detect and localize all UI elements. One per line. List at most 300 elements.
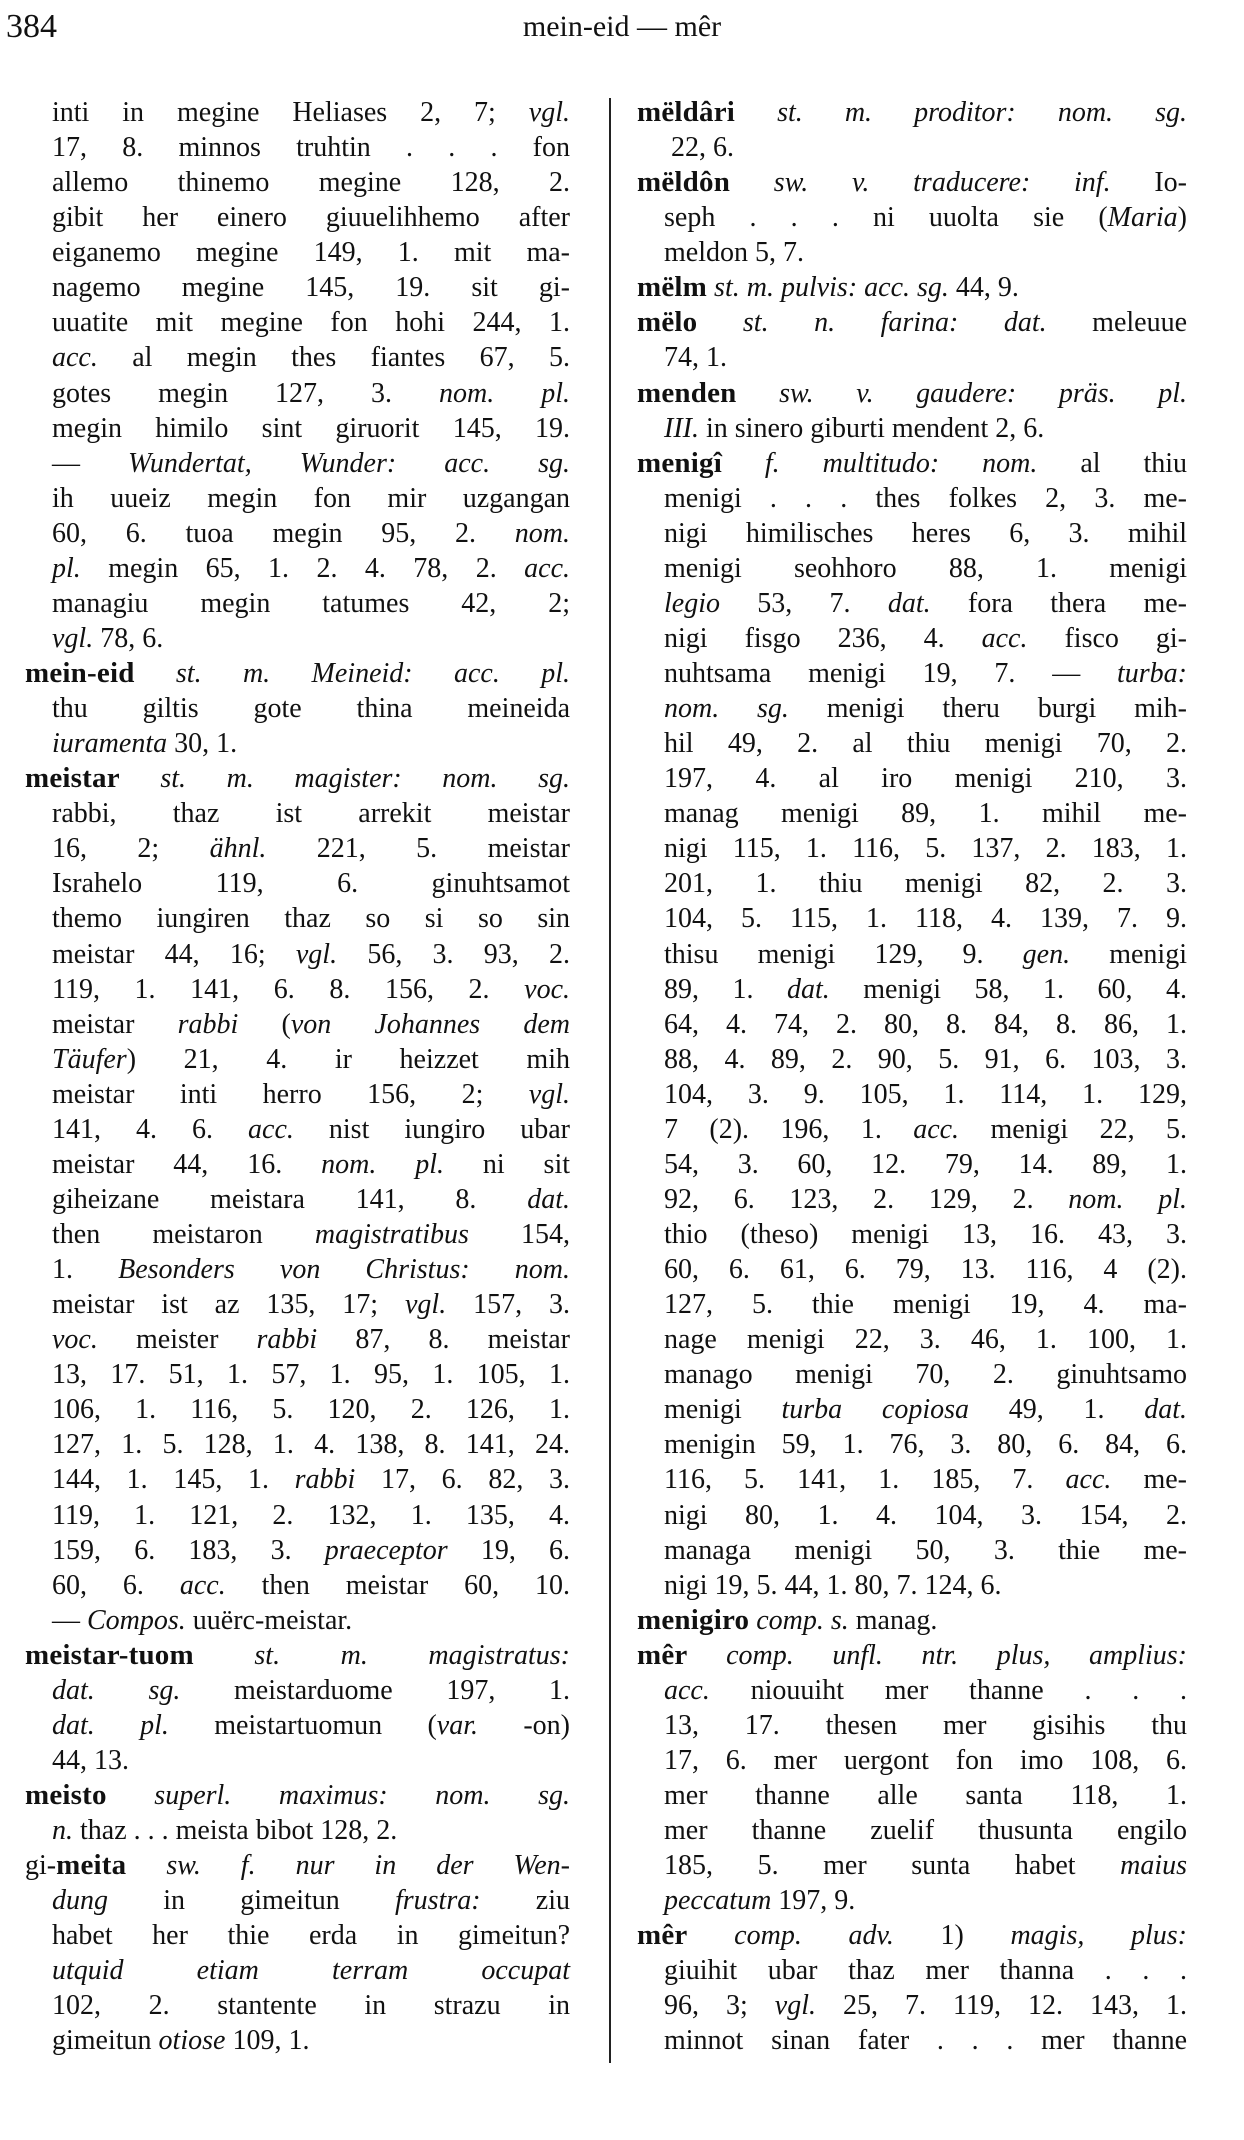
text-line <box>25 551 570 586</box>
text-run: ni sit <box>443 1148 570 1180</box>
text-run: 221, 5. meistar <box>266 833 570 865</box>
text-run: meister <box>97 1324 257 1356</box>
text-run: 17, 8. minnos truhtin . . . fon <box>52 132 570 164</box>
text-line <box>637 1778 1187 1813</box>
text-run: uuatite mit megine fon hohi 244, 1. <box>52 307 570 339</box>
text-line <box>25 340 570 375</box>
text-run: gibit her einero giuuelihhemo after <box>52 202 570 234</box>
text-run: 17, 6. mer uergont fon imo 108, 6. <box>664 1744 1187 1776</box>
text-line <box>637 1252 1187 1287</box>
italic-text: otiose <box>158 2025 226 2057</box>
text-line <box>25 726 570 761</box>
italic-text: superl. maximus: nom. sg. <box>106 1780 570 1811</box>
text-line <box>25 761 570 796</box>
text-line <box>637 1708 1187 1743</box>
text-run: menigi <box>664 1394 782 1426</box>
text-line <box>637 621 1187 656</box>
text-run: 49, 1. <box>969 1394 1145 1426</box>
text-run: manago menigi 70, 2. ginuhtsamo <box>664 1359 1187 1391</box>
text-line <box>637 761 1187 796</box>
text-run: niouuiht mer thanne . . . <box>709 1674 1187 1706</box>
text-run: 96, 3; <box>664 1990 775 2022</box>
dictionary-entry <box>25 1638 570 1778</box>
text-run: 104, 3. 9. 105, 1. 114, 1. 129, <box>664 1078 1187 1110</box>
italic-text: acc. <box>1065 1464 1112 1496</box>
text-line <box>25 1462 570 1497</box>
text-run: 116, 5. 141, 1. 185, 7. <box>664 1464 1066 1496</box>
text-line <box>25 1322 570 1357</box>
headword: menigiro <box>637 1603 750 1636</box>
italic-text: rabbi <box>177 1008 239 1040</box>
text-line <box>25 235 570 270</box>
text-line <box>25 165 570 200</box>
dictionary-entry <box>637 1603 1187 1638</box>
entry-continuation <box>25 95 570 656</box>
text-line <box>637 1638 1187 1673</box>
text-line <box>25 376 570 411</box>
text-line <box>637 972 1187 1007</box>
text-line <box>25 937 570 972</box>
text-run: 87, 8. meistar <box>317 1324 570 1356</box>
text-line <box>637 551 1187 586</box>
italic-text: dat. <box>1144 1394 1187 1426</box>
text-run: meldon 5, 7. <box>664 237 804 269</box>
text-run: mer thanne alle santa 118, 1. <box>664 1780 1187 1811</box>
text-line <box>637 1918 1187 1953</box>
text-line <box>637 1988 1187 2023</box>
dictionary-entry <box>637 1918 1187 2058</box>
text-line <box>637 200 1187 235</box>
text-line <box>637 656 1187 691</box>
italic-text: var. <box>436 1709 479 1741</box>
italic-text: vgl. <box>774 1990 817 2022</box>
text-run: fisco gi- <box>1027 622 1187 654</box>
text-line <box>25 1077 570 1112</box>
text-run: al megin thes fiantes 67, 5. <box>97 342 570 374</box>
text-line <box>637 1147 1187 1182</box>
text-run: menigi 22, 5. <box>959 1113 1187 1145</box>
italic-text: nom. pl. <box>1068 1183 1188 1215</box>
dictionary-entry <box>637 305 1187 375</box>
italic-text: praeceptor <box>324 1534 448 1566</box>
text-run: nigi 19, 5. 44, 1. 80, 7. 124, 6. <box>664 1569 1002 1601</box>
italic-text: rabbi <box>294 1464 356 1496</box>
text-run: 44, 13. <box>52 1744 129 1776</box>
text-line <box>637 1357 1187 1392</box>
text-line <box>25 972 570 1007</box>
text-line <box>637 1112 1187 1147</box>
italic-text: rabbi <box>256 1324 318 1356</box>
text-run: 25, 7. 119, 12. 143, 1. <box>816 1990 1187 2022</box>
text-run: nigi 115, 1. 116, 5. 137, 2. 183, 1. <box>664 833 1187 865</box>
text-run: habet her thie erda in gimeitun? <box>52 1920 570 1952</box>
text-line <box>25 1918 570 1953</box>
italic-text: dung <box>52 1885 108 1917</box>
text-line <box>637 165 1187 200</box>
text-run: 154, <box>468 1219 571 1250</box>
text-run: — <box>52 1604 87 1636</box>
text-line <box>637 1603 1187 1638</box>
text-run: 60, 6. tuoa megin 95, 2. <box>52 517 515 549</box>
italic-text: gen. <box>1022 938 1071 970</box>
text-line <box>25 1498 570 1533</box>
headword: menigî <box>637 446 722 479</box>
headword: menden <box>637 376 737 409</box>
text-line <box>25 95 570 130</box>
text-run: seph . . . ni uuolta sie ( <box>664 202 1108 234</box>
text-run: — <box>52 447 129 479</box>
text-run: 54, 3. 60, 12. 79, 14. 89, 1. <box>664 1148 1187 1180</box>
text-line <box>637 235 1187 270</box>
italic-text: nom. <box>514 517 570 549</box>
text-run: ) <box>1177 202 1187 234</box>
text-line <box>637 481 1187 516</box>
text-run: menigi . . . thes folkes 2, 3. me- <box>664 482 1187 514</box>
text-run: 64, 4. 74, 2. 80, 8. 84, 8. 86, 1. <box>664 1008 1187 1040</box>
text-run: 197, 4. al iro menigi 210, 3. <box>664 763 1187 795</box>
text-run: thio (theso) menigi 13, 16. 43, 3. <box>664 1219 1187 1250</box>
italic-text: acc. <box>913 1113 960 1145</box>
text-run: giheizane meistara 141, 8. <box>52 1183 528 1215</box>
text-run: meleuue <box>1046 307 1188 339</box>
text-run: ziu <box>480 1885 570 1917</box>
headword: mëlo <box>637 306 698 339</box>
text-line <box>25 2023 570 2058</box>
italic-text: comp. adv. <box>687 1920 894 1952</box>
italic-text: peccatum <box>664 1885 772 1917</box>
text-run: meistarduome 197, 1. <box>180 1674 570 1706</box>
text-run: 185, 5. mer sunta habet <box>664 1850 1121 1882</box>
text-line <box>637 1533 1187 1568</box>
italic-text: Compos. <box>87 1604 186 1636</box>
text-line <box>25 1603 570 1638</box>
text-line <box>25 656 570 691</box>
italic-text: st. m. proditor: nom. sg. <box>735 97 1187 128</box>
italic-text: acc. <box>981 622 1028 654</box>
italic-text: voc. <box>52 1324 98 1356</box>
text-run: hil 49, 2. al thiu menigi 70, 2. <box>664 728 1187 760</box>
text-line <box>25 1392 570 1427</box>
text-line <box>637 1287 1187 1322</box>
italic-text: Maria <box>1107 202 1178 234</box>
italic-text: turba: <box>1117 658 1187 689</box>
text-run: minnot sinan fater . . . mer thanne <box>664 2025 1187 2057</box>
text-line <box>25 1287 570 1322</box>
dictionary-entry <box>25 1848 570 2058</box>
text-run: 19, 6. <box>447 1534 571 1566</box>
italic-text: dat. <box>527 1183 570 1215</box>
text-line <box>637 305 1187 340</box>
text-line <box>637 937 1187 972</box>
text-line <box>25 1007 570 1042</box>
text-run: Io- <box>1110 167 1187 199</box>
text-run: 1. <box>52 1254 119 1286</box>
italic-text: n. <box>52 1815 73 1847</box>
text-line <box>637 831 1187 866</box>
italic-text: dat. <box>787 973 830 1005</box>
text-run: nist iungiro ubar <box>293 1113 571 1145</box>
italic-text: legio <box>664 587 720 619</box>
dictionary-entry <box>637 1638 1187 1919</box>
italic-text: st. m. pulvis: acc. sg. <box>707 272 949 304</box>
text-run: 119, 1. 141, 6. 8. 156, 2. <box>52 973 525 1005</box>
text-run: 119, 1. 121, 2. 132, 1. 135, 4. <box>52 1499 570 1531</box>
headword: mein-eid <box>25 657 135 689</box>
text-run: thu giltis gote thina meineida <box>52 693 570 725</box>
text-line <box>637 1848 1187 1883</box>
text-line <box>25 270 570 305</box>
text-line <box>637 1743 1187 1778</box>
text-run: 102, 2. stantente in strazu in <box>52 1990 570 2022</box>
italic-text: Wundertat, Wunder: acc. sg. <box>128 447 571 479</box>
text-line <box>637 1042 1187 1077</box>
italic-text: st. n. farina: dat. <box>697 307 1047 339</box>
text-run: meistartuomun ( <box>168 1709 437 1741</box>
text-run: rabbi, thaz ist arrekit meistar <box>52 798 570 830</box>
text-line <box>637 1462 1187 1497</box>
text-run: menigi 58, 1. 60, 4. <box>829 973 1188 1005</box>
text-run: gi- <box>25 1850 57 1882</box>
text-line <box>25 691 570 726</box>
italic-text: dat. sg. <box>52 1674 181 1706</box>
headword: meita <box>56 1849 127 1882</box>
text-line <box>637 796 1187 831</box>
text-run: 201, 1. thiu menigi 82, 2. 3. <box>664 868 1187 900</box>
italic-text: turba copiosa <box>781 1394 970 1426</box>
italic-text: comp. s. <box>749 1604 849 1636</box>
text-line <box>25 446 570 481</box>
text-line <box>637 691 1187 726</box>
text-run: meistar ist az 135, 17; <box>52 1289 405 1321</box>
text-line <box>637 1182 1187 1217</box>
text-line <box>25 481 570 516</box>
italic-text: nom. pl. <box>321 1148 444 1180</box>
text-run: 56, 3. 93, 2. <box>337 938 570 970</box>
text-run: 13, 17. thesen mer gisihis thu <box>664 1709 1187 1741</box>
text-run: 197, 9. <box>771 1885 856 1917</box>
text-run: mer thanne zuelif thusunta engilo <box>664 1815 1187 1847</box>
text-line <box>25 1673 570 1708</box>
text-run: meistar <box>52 1008 178 1040</box>
text-line <box>637 376 1187 411</box>
italic-text: sw. v. traducere: inf. <box>730 167 1111 199</box>
text-run: giuihit ubar thaz mer thanna . . . <box>664 1955 1187 1987</box>
text-line <box>25 1848 570 1883</box>
text-run: 159, 6. 183, 3. <box>52 1534 325 1566</box>
text-line <box>637 1673 1187 1708</box>
text-line <box>637 1427 1187 1462</box>
italic-text: f. multitudo: nom. <box>721 447 1038 479</box>
text-line <box>25 1252 570 1287</box>
text-line <box>637 1077 1187 1112</box>
text-run: 16, 2; <box>52 833 210 865</box>
text-line <box>25 1182 570 1217</box>
text-run: 127, 1. 5. 128, 1. 4. 138, 8. 141, 24. <box>52 1429 570 1461</box>
text-line <box>25 1112 570 1147</box>
text-line <box>637 901 1187 936</box>
text-run: meistar inti herro 156, 2; <box>52 1078 529 1110</box>
text-run: ih uueiz megin fon mir uzgangan <box>52 482 570 514</box>
text-run: nage menigi 22, 3. 46, 1. 100, 1. <box>664 1324 1187 1356</box>
text-line <box>25 866 570 901</box>
text-line <box>25 1953 570 1988</box>
italic-text: st. m. magister: nom. sg. <box>119 763 570 795</box>
text-line <box>25 1427 570 1462</box>
text-run: nigi fisgo 236, 4. <box>664 622 982 654</box>
text-run: 53, 7. <box>720 587 888 619</box>
text-line <box>637 1498 1187 1533</box>
headword: mëldôn <box>637 166 731 199</box>
text-run: 60, 6. 61, 6. 79, 13. 116, 4 (2). <box>664 1254 1187 1286</box>
text-run: menigin 59, 1. 76, 3. 80, 6. 84, 6. <box>664 1429 1187 1461</box>
italic-text: acc. <box>248 1113 294 1145</box>
text-line <box>25 305 570 340</box>
text-line <box>25 1708 570 1743</box>
italic-text: magistratibus <box>314 1219 469 1250</box>
text-run: 144, 1. 145, 1. <box>52 1464 295 1496</box>
text-run: then meistaron <box>52 1219 315 1250</box>
text-run: menigi seohhoro 88, 1. menigi <box>664 552 1187 584</box>
text-line <box>637 1953 1187 1988</box>
text-run: 22, 6. <box>671 132 734 164</box>
text-line <box>25 200 570 235</box>
text-line <box>25 831 570 866</box>
text-run: 109, 1. <box>225 2025 310 2057</box>
headword: meistar-tuom <box>25 1638 194 1671</box>
text-run: managa menigi 50, 3. thie me- <box>664 1534 1187 1566</box>
headword: mëldâri <box>637 96 736 128</box>
text-run: 17, 6. 82, 3. <box>355 1464 570 1496</box>
column-divider <box>609 98 611 2063</box>
text-run: gimeitun <box>52 2025 159 2057</box>
italic-text: dat. pl. <box>52 1709 169 1741</box>
text-run: 7 (2). 196, 1. <box>664 1113 914 1145</box>
text-run: nuhtsama menigi 19, 7. — <box>664 658 1117 689</box>
headword: mêr <box>637 1919 688 1952</box>
text-line <box>25 1988 570 2023</box>
text-run: in gimeitun <box>108 1885 395 1917</box>
text-line <box>637 340 1187 375</box>
text-run: 141, 4. 6. <box>52 1113 249 1145</box>
headword: mêr <box>637 1638 688 1671</box>
text-run: me- <box>1111 1464 1187 1496</box>
text-run: 44, 9. <box>948 272 1019 304</box>
dictionary-entry <box>637 165 1187 270</box>
dictionary-entry <box>25 1778 570 1848</box>
italic-text: ähnl. <box>209 833 267 865</box>
text-run: 92, 6. 123, 2. 129, 2. <box>664 1183 1069 1215</box>
text-run: 74, 1. <box>664 342 727 374</box>
text-run: uuërc-meistar. <box>185 1604 353 1636</box>
text-line <box>637 1568 1187 1603</box>
text-line <box>637 1813 1187 1848</box>
italic-text: nom. sg. <box>664 693 789 725</box>
text-run: ( <box>238 1008 291 1040</box>
headword: meisto <box>25 1779 107 1811</box>
dictionary-entry <box>637 270 1187 305</box>
text-line <box>637 1883 1187 1918</box>
text-run: 30, 1. <box>167 728 238 760</box>
italic-text: acc. <box>179 1569 226 1601</box>
italic-text: acc. <box>524 552 570 584</box>
dictionary-entry <box>637 446 1187 1603</box>
text-line <box>637 446 1187 481</box>
running-head: mein-eid — mêr <box>522 10 722 43</box>
text-line <box>25 130 570 165</box>
text-line <box>25 1217 570 1252</box>
text-run: nagemo megine 145, 19. sit gi- <box>52 272 570 304</box>
text-line <box>25 586 570 621</box>
italic-text: pl. <box>52 552 81 584</box>
italic-text: comp. unfl. ntr. plus, amplius: <box>687 1639 1187 1671</box>
text-line <box>637 411 1187 446</box>
text-run: 106, 1. 116, 5. 120, 2. 126, 1. <box>52 1394 570 1426</box>
text-line <box>637 1007 1187 1042</box>
italic-text: frustra: <box>394 1885 481 1917</box>
text-line <box>25 621 570 656</box>
italic-text: acc. <box>52 342 98 374</box>
text-run: meistar 44, 16; <box>52 938 296 970</box>
italic-text: acc. <box>664 1674 710 1706</box>
text-run: -on) <box>478 1709 570 1741</box>
headword: meistar <box>25 762 120 795</box>
text-line <box>25 411 570 446</box>
italic-text: Besonders von Christus: nom. <box>118 1254 571 1286</box>
text-line <box>25 1743 570 1778</box>
headword: mëlm <box>637 271 708 304</box>
text-line <box>637 1217 1187 1252</box>
text-run: allemo thinemo megine 128, 2. <box>52 167 570 199</box>
text-line <box>25 516 570 551</box>
text-run: Israhelo 119, 6. ginuhtsamot <box>52 868 570 900</box>
text-line <box>25 1147 570 1182</box>
text-line <box>25 901 570 936</box>
italic-text: st. m. Meineid: acc. pl. <box>134 658 570 689</box>
left-column <box>25 95 570 2059</box>
text-line <box>637 726 1187 761</box>
italic-text: III. <box>664 412 699 444</box>
text-line <box>637 516 1187 551</box>
italic-text: vgl. <box>404 1289 447 1321</box>
text-run: 104, 5. 115, 1. 118, 4. 139, 7. 9. <box>664 903 1187 935</box>
italic-text: von Johannes dem <box>290 1008 571 1040</box>
text-line <box>637 95 1187 130</box>
text-run: megin 65, 1. 2. 4. 78, 2. <box>80 552 525 584</box>
text-line <box>637 1392 1187 1427</box>
text-run: 78, 6. <box>93 622 164 654</box>
page-number: 384 <box>6 8 57 45</box>
italic-text: vgl. <box>295 938 338 970</box>
text-run: manag. <box>848 1604 938 1636</box>
dictionary-entry <box>25 656 570 761</box>
italic-text: vgl. <box>528 1078 570 1110</box>
italic-text: sw. f. nur in der Wen- <box>126 1850 570 1882</box>
italic-text: sw. v. gaudere: präs. pl. <box>736 377 1187 409</box>
text-line <box>25 1042 570 1077</box>
text-run: 88, 4. 89, 2. 90, 5. 91, 6. 103, 3. <box>664 1043 1187 1075</box>
text-run: 127, 5. thie menigi 19, 4. ma- <box>664 1289 1187 1321</box>
italic-text: iuramenta <box>52 728 168 760</box>
text-run: nigi 80, 1. 4. 104, 3. 154, 2. <box>664 1499 1187 1531</box>
text-run: then meistar 60, 10. <box>225 1569 571 1601</box>
text-run: managiu megin tatumes 42, 2; <box>52 587 570 619</box>
text-line <box>25 1533 570 1568</box>
text-line <box>637 866 1187 901</box>
text-run: menigi <box>1070 938 1187 970</box>
text-line <box>25 1357 570 1392</box>
italic-text: nom. pl. <box>439 377 570 409</box>
text-run: thaz . . . meista bibot 128, 2. <box>73 1815 398 1847</box>
